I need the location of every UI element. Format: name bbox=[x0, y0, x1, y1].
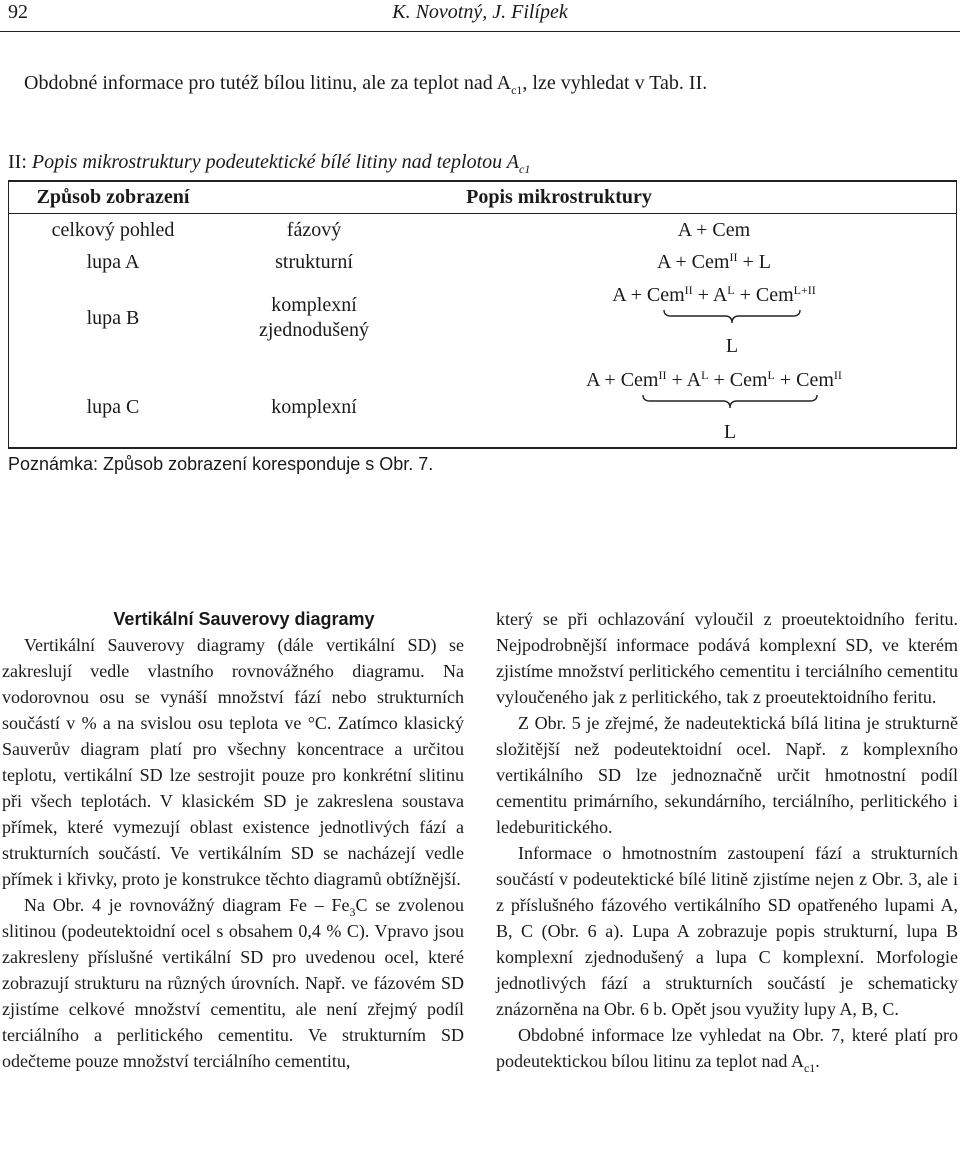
left-column bbox=[2, 606, 464, 1074]
table-header-rule bbox=[9, 213, 956, 214]
row-lens-b-brace-label: L bbox=[725, 335, 739, 357]
left-paragraph-1: Vertikální Sauverovy diagramy (dále vertikální SD) se zakreslují vedle vlastního rovnovážného diagramu. Na vodorovnou osu se vynáší množství fází nebo strukturních součástí v % a na svislou osu teplota ve °C. Zatímco klasický Sauverův diagram platí pro všechny koncentrace a určitou teplotu, vertikální SD lze sestrojit pouze pro konkrétní slitinu při všech teplotách. V klasickém SD je zakreslena soustava přímek, které vymezují oblast existence jednotlivých fází a strukturních součástí. Ve vertikálním SD se nacházejí vedle přímek i křivky, proto je konstrukce těchto diagramů obtížnější. bbox=[2, 635, 464, 889]
table-header-microstructure: Popis mikrostruktury bbox=[466, 186, 652, 208]
right-paragraph-3: Informace o hmotnostním zastoupení fází a strukturních součástí v podeutektické bílé litině zjistíme nejen z Obr. 3, ale i z příslušného fázového vertikálního SD opatřeného lupami A, B, C (Obr. 6 a). Lupa A zobrazuje popis strukturní, lupa B komplexní zjednodušený a lupa C komplexní. Morfologie jednotlivých fází a strukturních součástí je schematicky znázorněna na Obr. 6 b. Opět jsou využity lupy A, B, C. bbox=[496, 843, 958, 1019]
row-lens-c-type: komplexní bbox=[271, 396, 357, 418]
row-lens-c-brace bbox=[641, 393, 819, 411]
table-note: Poznámka: Způsob zobrazení koresponduje s Obr. 7. bbox=[8, 454, 434, 474]
table-caption: II: Popis mikrostruktury podeutektické bílé litiny nad teplotou $A_{c1}$ bbox=[8, 151, 531, 176]
page-number: 92 bbox=[8, 1, 28, 23]
intro-sentence: Obdobné informace pro tutéž bílou litinu, ale za teplot nad $A_{c1}$, lze vyhledat v Tab. II. bbox=[24, 72, 708, 97]
right-paragraph-1: který se při ochlazování vyloučil z proeutektoidního feritu. Nejpodrobnější informace podává komplexní SD, ve kterém zjistíme množství perlitického cementitu i terciálního cementitu vyloučeného jak z perlitického, tak z proeutektoidního feritu. bbox=[496, 609, 958, 707]
right-paragraph-4: Obdobné informace lze vyhledat na Obr. 7, které platí pro podeutektickou bílou litinu za teplot nad $A_{c1}$. bbox=[496, 1025, 958, 1075]
row-lens-c-desc: $A + Cem^{II} + A^L + Cem^L + Cem^{II}$ bbox=[586, 368, 842, 391]
row-lens-a-type: strukturní bbox=[275, 251, 353, 273]
row-overall-type: fázový bbox=[286, 219, 342, 241]
microstructure-table bbox=[8, 180, 957, 449]
right-column bbox=[496, 606, 958, 1074]
row-lens-b-type-line1: komplexní bbox=[271, 294, 357, 316]
header-rule bbox=[0, 31, 960, 32]
row-lens-a-desc: A + Cem$^{II}$ + L bbox=[657, 250, 771, 273]
table-header-display-mode: Způsob zobrazení bbox=[36, 186, 190, 208]
row-lens-b-type-line2: zjednodušený bbox=[259, 319, 369, 341]
row-lens-c-brace-label: L bbox=[723, 421, 737, 443]
row-lens-a-view: lupa A bbox=[86, 251, 140, 273]
row-lens-b-desc: $A + Cem^{II} + A^L + Cem^{L+II}$ bbox=[612, 283, 816, 306]
row-lens-b-brace bbox=[662, 308, 802, 326]
right-paragraph-2: Z Obr. 5 je zřejmé, že nadeutektická bílá litina je strukturně složitější než podeutektoidní ocel. Např. z komplexního vertikálního SD lze jednoznačně určit hmotnostní podíl cementitu primárního, sekundárního, terciálního, perlitického i ledeburitického. bbox=[496, 713, 958, 837]
section-heading: Vertikální Sauverovy diagramy bbox=[113, 609, 375, 629]
running-header-authors: K. Novotný, J. Filípek bbox=[392, 1, 568, 23]
row-lens-c-view: lupa C bbox=[86, 396, 140, 418]
row-lens-b-view: lupa B bbox=[86, 307, 140, 329]
table-number: II: bbox=[8, 151, 27, 173]
row-overall-view: celkový pohled bbox=[51, 219, 175, 241]
left-paragraph-2: Na Obr. 4 je rovnovážný diagram Fe – $Fe_3C$ se zvolenou slitinou (podeutektoidní ocel s obsahem 0,4 % C). Vpravo jsou zakresleny příslušné vertikální SD pro uvedenou ocel, které zobrazují strukturu na různých úrovních. Např. ve fázovém SD zjistíme celkové množství cementitu, ale není zřejmý podíl terciálního a perlitického cementitu. Ve strukturním SD odečteme pouze množství terciálního cementitu, bbox=[2, 895, 464, 1071]
row-overall-desc: A + Cem bbox=[677, 219, 751, 241]
